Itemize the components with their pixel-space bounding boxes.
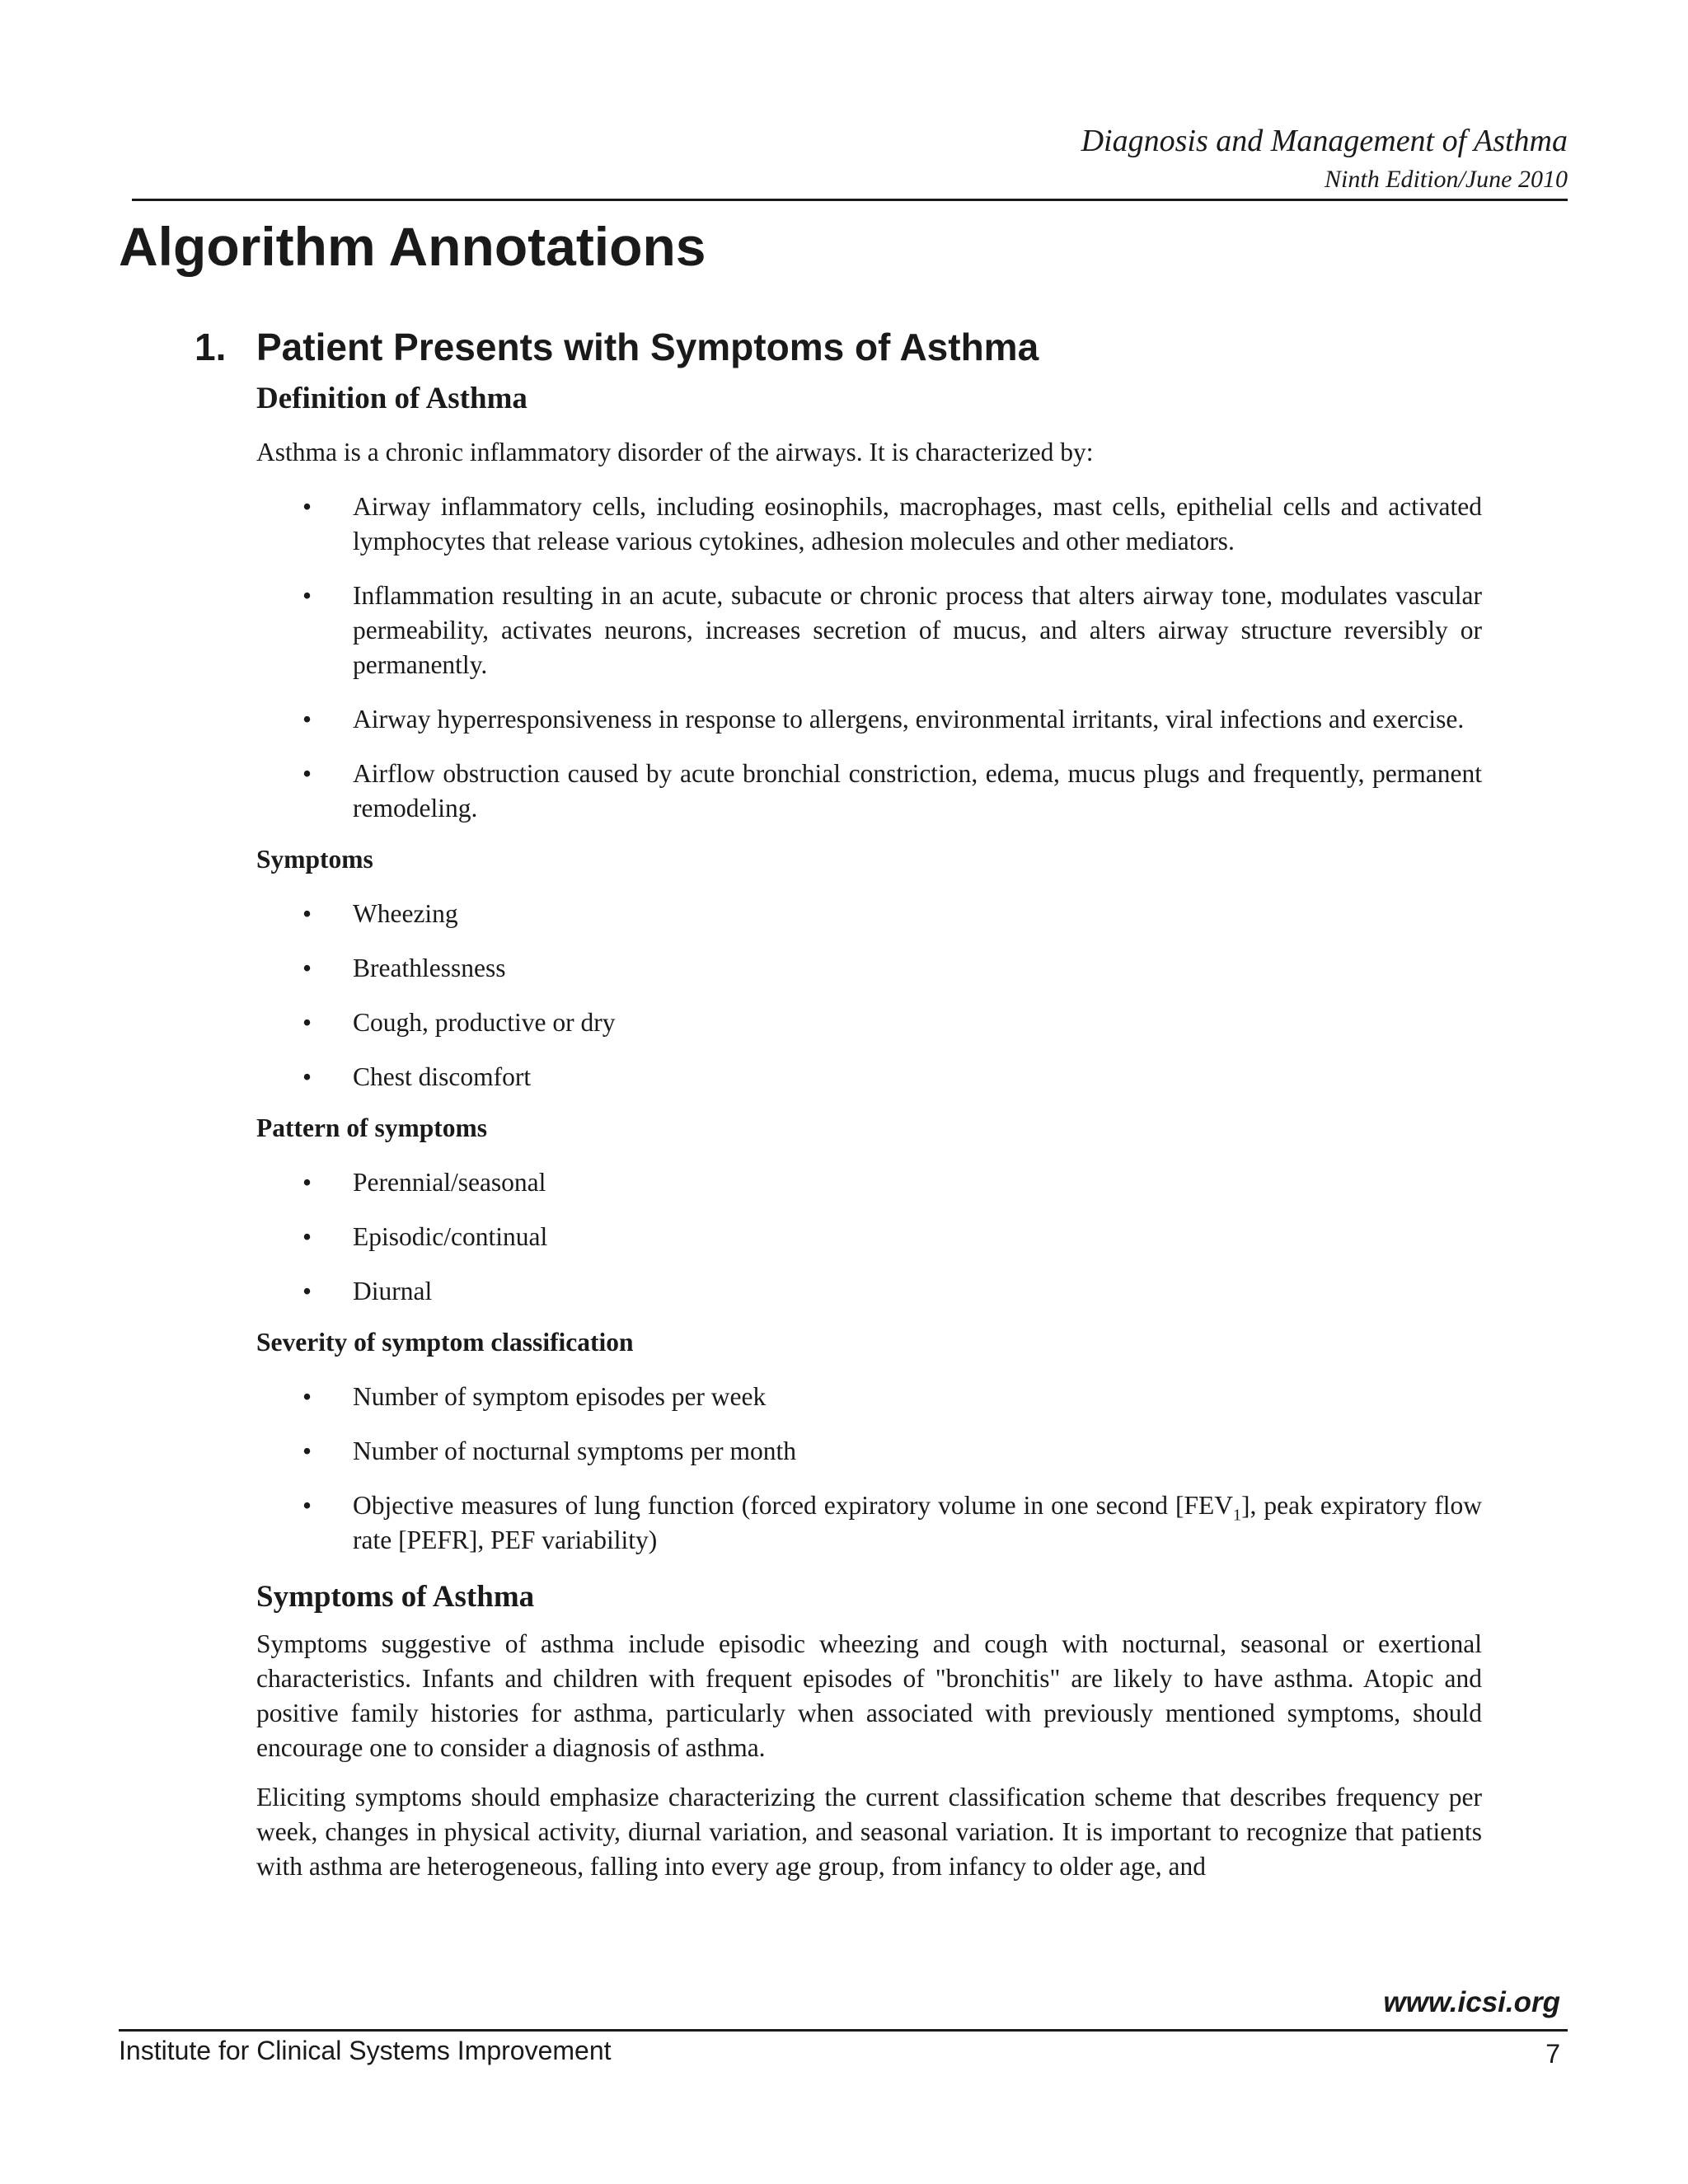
list-item — [256, 757, 1482, 826]
list-item — [256, 1488, 1482, 1558]
list-item — [256, 1220, 1482, 1254]
section-number: 1. — [195, 326, 227, 368]
running-header-title: Diagnosis and Management of Asthma — [1081, 124, 1568, 158]
symptoms-heading: Symptoms — [256, 845, 373, 874]
main-content — [256, 377, 1482, 1884]
list-item — [256, 579, 1482, 682]
bullet-icon: • — [302, 1008, 312, 1037]
symptoms-list — [256, 897, 1482, 1094]
bullet-icon: • — [302, 492, 312, 521]
list-item-text: Episodic/continual — [353, 1222, 548, 1251]
symptoms-paragraph-2: Eliciting symptoms should emphasize characterizing the current classification scheme that describes frequency per week, changes in physical activity, diurnal variation, and seasonal variation. It is important to recognize that patients with asthma are heterogeneous, falling into every age group, from infancy to older age, and — [256, 1783, 1482, 1881]
section-heading — [195, 328, 1039, 366]
footer-url-link[interactable]: www.icsi.org — [1383, 1986, 1560, 2018]
bullet-icon: • — [302, 1222, 312, 1251]
list-item-text: Inflammation resulting in an acute, subacute or chronic process that alters airway tone, modulates vascular permeability, activates neurons, increases secretion of mucus, and alters airway structure reversibly or permanently. — [353, 581, 1482, 679]
definition-intro: Asthma is a chronic inflammatory disorder of the airways. It is characterized by: — [256, 438, 1094, 466]
bullet-icon: • — [302, 1277, 312, 1305]
list-item — [256, 1380, 1482, 1414]
list-item-text: Airway hyperresponsiveness in response to allergens, environmental irritants, viral infections and exercise. — [353, 705, 1465, 733]
list-item — [256, 1005, 1482, 1040]
pattern-heading: Pattern of symptoms — [256, 1113, 487, 1142]
bullet-icon: • — [302, 1436, 312, 1465]
list-item-text: Number of symptom episodes per week — [353, 1382, 767, 1411]
objective-measures-text: Objective measures of lung function (forced expiratory volume in one second $[FEV_1]$, peak expiratory flow rate [PEFR], PEF variability) — [353, 1491, 1482, 1554]
page-title: Algorithm Annotations — [119, 216, 706, 277]
definition-list — [256, 490, 1482, 826]
page-number: 7 — [1545, 2039, 1560, 2069]
list-item — [256, 1434, 1482, 1469]
bullet-icon: • — [302, 954, 312, 982]
symptoms-of-asthma-heading: Symptoms of Asthma — [256, 1580, 535, 1614]
header-rule — [132, 199, 1568, 201]
bullet-icon: • — [302, 1491, 312, 1520]
bullet-icon: • — [302, 1168, 312, 1197]
bullet-icon: • — [302, 705, 312, 733]
list-item-text: Airflow obstruction caused by acute bronchial constriction, edema, mucus plugs and frequently, permanent remodeling. — [353, 759, 1482, 823]
list-item — [256, 490, 1482, 559]
list-item-text: Chest discomfort — [353, 1062, 532, 1091]
bullet-icon: • — [302, 1382, 312, 1411]
bullet-icon: • — [302, 581, 312, 610]
list-item-text: Airway inflammatory cells, including eosinophils, macrophages, mast cells, epithelial cells and activated lymphocytes that release various cytokines, adhesion molecules and other mediators. — [353, 492, 1482, 555]
list-item — [256, 951, 1482, 986]
list-item-text: Cough, productive or dry — [353, 1008, 616, 1037]
definition-heading: Definition of Asthma — [256, 382, 528, 415]
severity-list — [256, 1380, 1482, 1558]
bullet-icon: • — [302, 759, 312, 788]
list-item — [256, 1165, 1482, 1200]
footer-organization: Institute for Clinical Systems Improvement — [119, 2036, 612, 2065]
symptoms-paragraph-1: Symptoms suggestive of asthma include episodic wheezing and cough with nocturnal, seasonal or exertional characteristics. Infants and children with frequent episodes of "bronchitis" are likely to have asthma. Atopic and positive family histories for asthma, particularly when associated with previously mentioned symptoms, should encourage one to consider a diagnosis of asthma. — [256, 1629, 1482, 1762]
list-item-text: Wheezing — [353, 899, 458, 928]
list-item-text: Perennial/seasonal — [353, 1168, 546, 1197]
list-item-text: Diurnal — [353, 1277, 433, 1305]
pattern-list — [256, 1165, 1482, 1309]
footer-rule — [119, 2029, 1568, 2032]
list-item — [256, 1060, 1482, 1094]
bullet-icon: • — [302, 899, 312, 928]
list-item — [256, 702, 1482, 737]
section-title: Patient Presents with Symptoms of Asthma — [256, 326, 1039, 368]
list-item — [256, 1274, 1482, 1309]
list-item — [256, 897, 1482, 931]
severity-heading: Severity of symptom classification — [256, 1328, 634, 1357]
running-header-edition: Ninth Edition/June 2010 — [1325, 166, 1568, 193]
bullet-icon: • — [302, 1062, 312, 1091]
list-item-text: Number of nocturnal symptoms per month — [353, 1436, 797, 1465]
list-item-text: Breathlessness — [353, 954, 506, 982]
